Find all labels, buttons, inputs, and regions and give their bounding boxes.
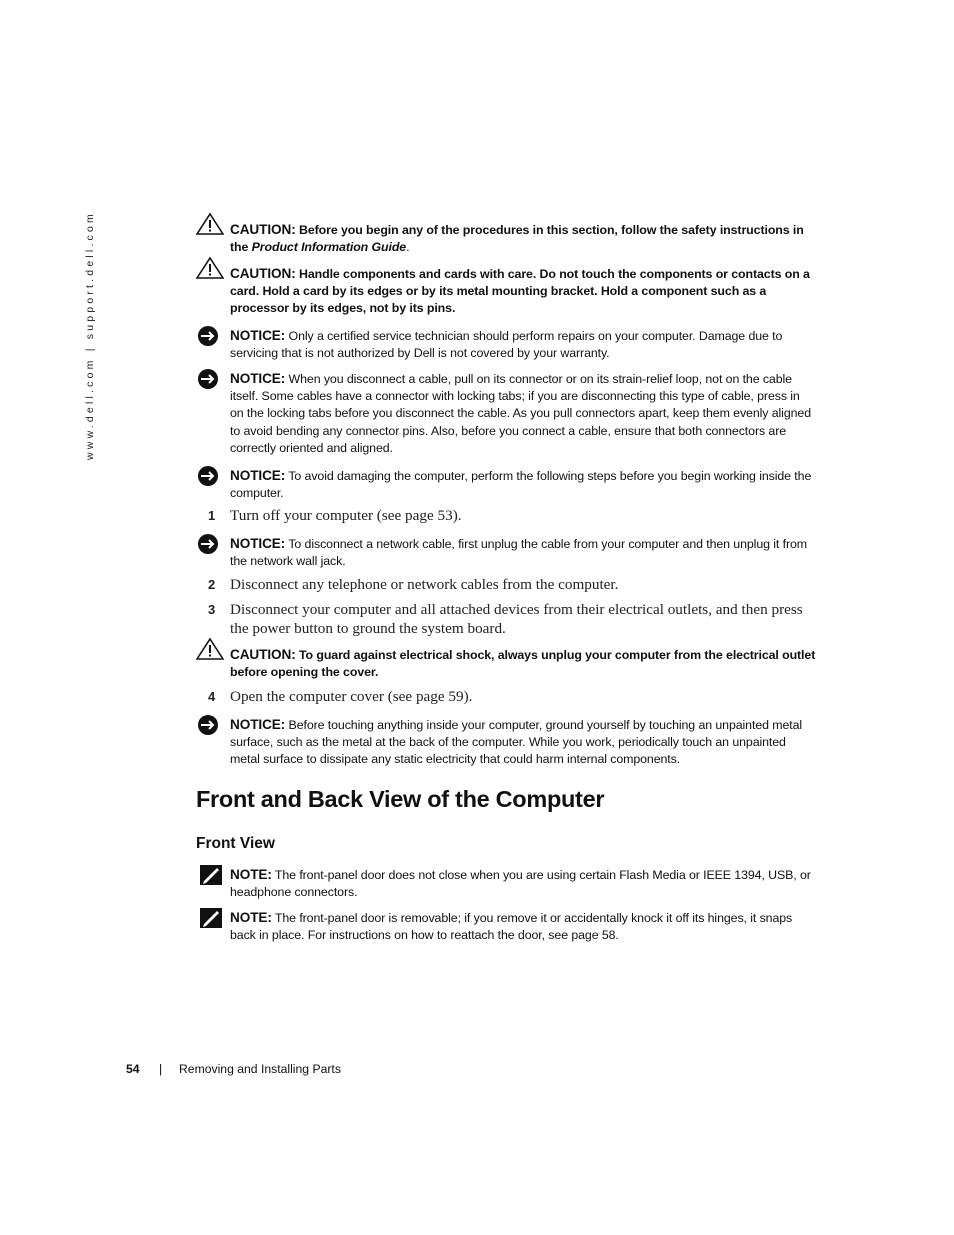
caution-text: To guard against electrical shock, always unplug your computer from the electrical outlet before opening the cover. bbox=[230, 648, 816, 680]
caution-tail: . bbox=[406, 240, 410, 255]
notice-label: NOTICE: bbox=[230, 371, 286, 386]
step-text: Disconnect your computer and all attached devices from their electrical outlets, and then press the power button to ground the system board. bbox=[230, 601, 803, 637]
note-front-panel-door-close bbox=[196, 864, 816, 901]
notice-label: NOTICE: bbox=[230, 468, 286, 483]
note-pencil-icon bbox=[199, 864, 227, 888]
note-pencil-icon bbox=[199, 907, 227, 931]
step-number: 2 bbox=[208, 577, 216, 592]
notice-circle-icon bbox=[196, 533, 224, 557]
step-text: Turn off your computer (see page 53). bbox=[230, 507, 462, 524]
section-heading: Front and Back View of the Computer bbox=[196, 786, 605, 812]
step-text: Open the computer cover (see page 59). bbox=[230, 688, 473, 705]
caution-text: Handle components and cards with care. Do not touch the components or contacts on a card. Hold a card by its edges or by its metal mounting bracket. Hold a component such as a processor by its edges, not by its pins. bbox=[230, 267, 810, 316]
notice-ground-yourself bbox=[196, 714, 816, 769]
caution-safety-instructions bbox=[196, 212, 816, 256]
notice-avoid-damaging bbox=[196, 465, 816, 502]
sidebar-url: www.dell.com | support.dell.com bbox=[84, 211, 96, 460]
warning-triangle-icon bbox=[196, 256, 224, 280]
notice-circle-icon bbox=[196, 368, 224, 392]
notice-text: Only a certified service technician should perform repairs on your computer. Damage due to servicing that is not authorized by Dell is not covered by your warranty. bbox=[230, 329, 783, 361]
note-front-panel-door-removable bbox=[196, 907, 816, 944]
page-number: 54 bbox=[126, 1062, 140, 1076]
notice-circle-icon bbox=[196, 714, 224, 738]
note-text: The front-panel door does not close when you are using certain Flash Media or IEEE 1394, USB, or headphone connectors. bbox=[230, 868, 811, 900]
step-text: Disconnect any telephone or network cables from the computer. bbox=[230, 576, 619, 593]
warning-triangle-icon bbox=[196, 637, 224, 661]
chapter-title: Removing and Installing Parts bbox=[179, 1062, 341, 1076]
notice-label: NOTICE: bbox=[230, 328, 286, 343]
subsection-heading: Front View bbox=[196, 835, 275, 852]
step-3 bbox=[196, 601, 816, 638]
notice-text: To avoid damaging the computer, perform the following steps before you begin working inside the computer. bbox=[230, 469, 812, 501]
footer-separator: | bbox=[159, 1062, 163, 1076]
document-title: Product Information Guide bbox=[251, 240, 407, 255]
caution-electrical-shock bbox=[196, 637, 816, 681]
notice-circle-icon bbox=[196, 325, 224, 349]
caution-label: CAUTION: bbox=[230, 222, 296, 237]
notice-label: NOTICE: bbox=[230, 536, 286, 551]
step-1 bbox=[196, 507, 816, 526]
notice-text: Before touching anything inside your computer, ground yourself by touching an unpainted metal surface, such as the metal at the back of the computer. While you work, periodically touch an unpainted metal surface to dissipate any static electricity that could harm internal components. bbox=[230, 718, 803, 767]
step-number: 1 bbox=[208, 508, 216, 523]
notice-certified-technician bbox=[196, 325, 816, 362]
step-4 bbox=[196, 688, 816, 707]
note-text: The front-panel door is removable; if you remove it or accidentally knock it off its hinges, it snaps back in place. For instructions on how to reattach the door, see page 58. bbox=[230, 911, 793, 943]
step-number: 4 bbox=[208, 689, 216, 704]
notice-circle-icon bbox=[196, 465, 224, 489]
notice-text: When you disconnect a cable, pull on its connector or on its strain-relief loop, not on the cable itself. Some cables have a connector with locking tabs; if you are disconnecting this type of cable, press in on the locking tabs before you disconnect the cable. As you pull connectors apart, keep them evenly aligned to avoid bending any connector pins. Also, before you connect a cable, ensure that both connectors are correctly oriented and aligned. bbox=[230, 372, 811, 455]
caution-text: Before you begin any of the procedures in this section, follow the safety instructions in the bbox=[230, 223, 804, 255]
step-number: 3 bbox=[208, 602, 216, 617]
warning-triangle-icon bbox=[196, 212, 224, 236]
note-label: NOTE: bbox=[230, 910, 272, 925]
notice-text: To disconnect a network cable, first unplug the cable from your computer and then unplug it from the network wall jack. bbox=[230, 537, 807, 569]
notice-disconnect-cable bbox=[196, 368, 816, 457]
caution-label: CAUTION: bbox=[230, 266, 296, 281]
note-label: NOTE: bbox=[230, 867, 272, 882]
caution-handle-components bbox=[196, 256, 816, 318]
notice-network-cable bbox=[196, 533, 816, 570]
notice-label: NOTICE: bbox=[230, 717, 286, 732]
page-footer bbox=[126, 1062, 341, 1076]
step-2 bbox=[196, 576, 816, 595]
caution-label: CAUTION: bbox=[230, 647, 296, 662]
